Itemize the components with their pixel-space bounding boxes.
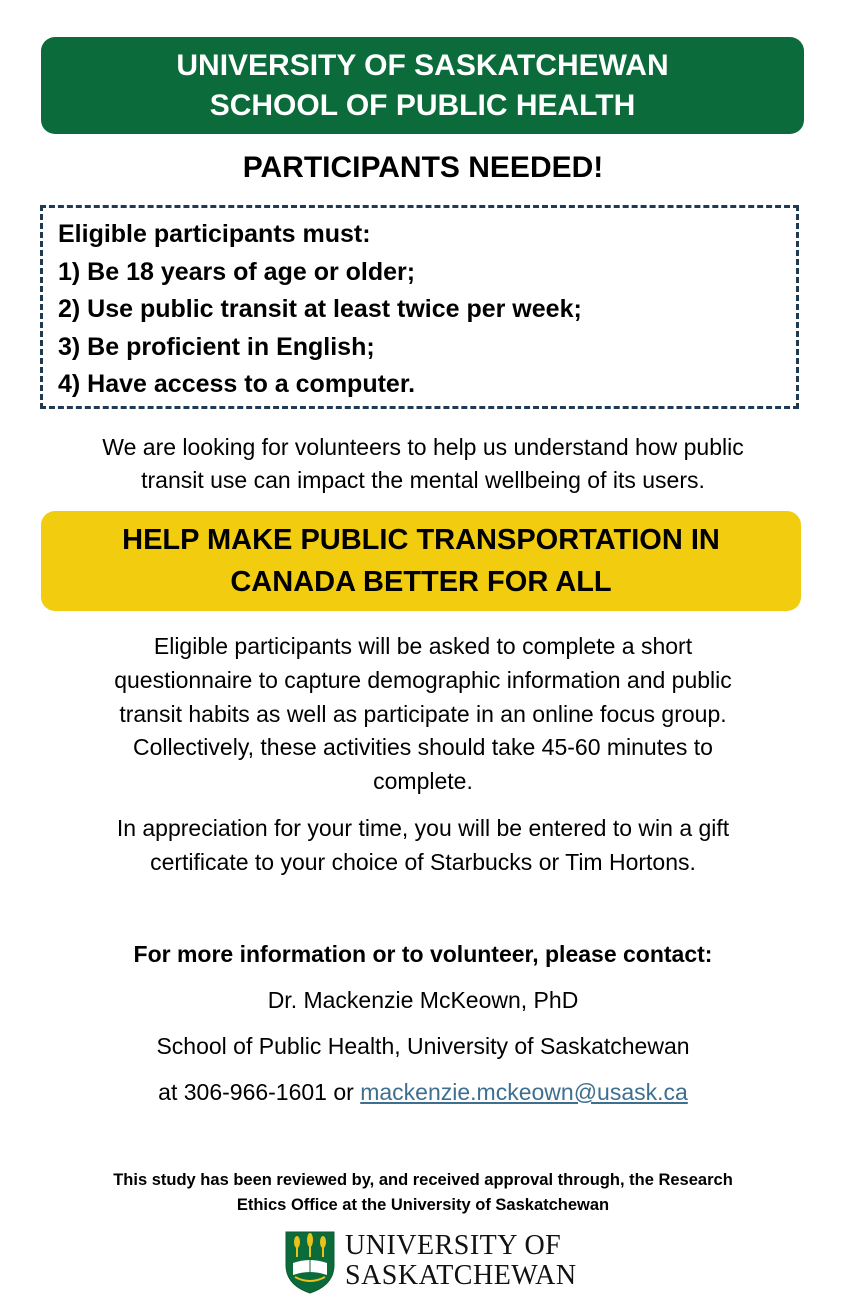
eligibility-title: Eligible participants must:	[58, 220, 371, 248]
description-line: complete.	[373, 768, 473, 795]
usask-logo	[283, 1229, 577, 1299]
ethics-statement	[0, 1168, 846, 1218]
description-line: questionnaire to capture demographic information and public	[114, 666, 732, 693]
usask-crest-icon	[283, 1229, 337, 1295]
cta-banner	[41, 511, 801, 611]
appreciation-line: certificate to your choice of Starbucks or Tim Hortons.	[150, 848, 696, 875]
contact-affiliation: School of Public Health, University of Saskatchewan	[156, 1033, 690, 1059]
description-paragraph	[0, 630, 846, 799]
ethics-line: This study has been reviewed by, and received approval through, the Research	[113, 1171, 733, 1189]
wordmark-line: UNIVERSITY OF	[345, 1230, 562, 1261]
contact-name: Dr. Mackenzie McKeown, PhD	[267, 987, 579, 1013]
eligibility-item: 3) Be proficient in English;	[58, 332, 375, 361]
eligibility-item: 1) Be 18 years of age or older;	[58, 257, 416, 286]
email-link[interactable]: mackenzie.mckeown@usask.ca	[360, 1079, 688, 1105]
header-banner	[41, 37, 804, 134]
cta-line: HELP MAKE PUBLIC TRANSPORTATION IN	[122, 524, 720, 556]
eligibility-item: 2) Use public transit at least twice per week;	[58, 295, 582, 324]
description-line: Eligible participants will be asked to complete a short	[153, 633, 693, 659]
eligibility-item: 4) Have access to a computer.	[58, 370, 416, 399]
ethics-line: Ethics Office at the University of Saskatchewan	[236, 1196, 610, 1214]
page-title: PARTICIPANTS NEEDED!	[242, 151, 604, 184]
eligibility-box	[40, 205, 799, 409]
header-university: UNIVERSITY OF SASKATCHEWAN	[176, 48, 669, 82]
header-school: SCHOOL OF PUBLIC HEALTH	[209, 88, 636, 122]
intro-paragraph	[0, 431, 846, 497]
intro-line: transit use can impact the mental wellbeing of its users.	[141, 467, 705, 493]
cta-line: CANADA BETTER FOR ALL	[230, 566, 612, 598]
description-line: Collectively, these activities should take 45-60 minutes to	[133, 734, 713, 761]
usask-wordmark	[345, 1231, 577, 1291]
appreciation-paragraph	[0, 812, 846, 880]
intro-line: We are looking for volunteers to help us understand how public	[102, 434, 744, 460]
contact-phone: at 306-966-1601 or	[158, 1079, 361, 1105]
appreciation-line: In appreciation for your time, you will be entered to win a gift	[116, 815, 730, 841]
contact-heading: For more information or to volunteer, please contact:	[133, 941, 713, 967]
contact-phone-email	[0, 1075, 846, 1109]
wordmark-line: SASKATCHEWAN	[345, 1260, 577, 1291]
description-line: transit habits as well as participate in an online focus group.	[119, 700, 727, 727]
